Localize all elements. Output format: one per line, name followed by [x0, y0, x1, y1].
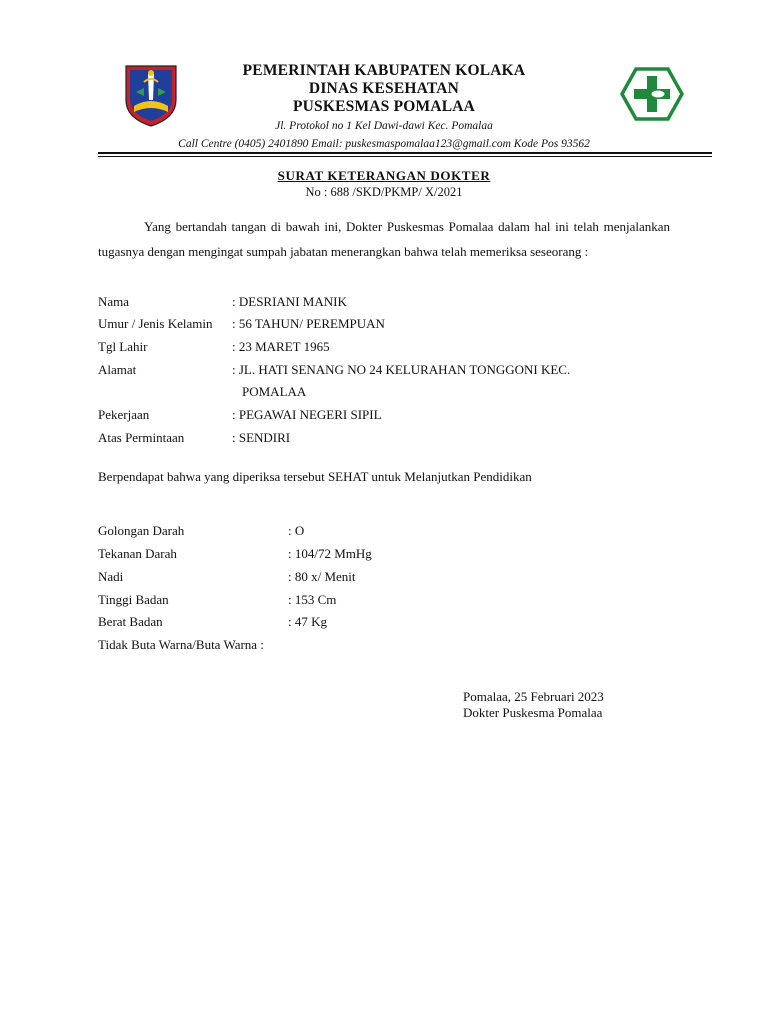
value-pulse: : 80 x/ Menit — [288, 569, 356, 584]
header-contact: Call Centre (0405) 2401890 Email: puskesmaspomalaa123@gmail.com Kode Pos 93562 — [178, 138, 590, 150]
signature-place-date: Pomalaa, 25 Februari 2023 — [463, 689, 604, 704]
opinion-text: Berpendapat bahwa yang diperiksa tersebut SEHAT untuk Melanjutkan Pendidikan — [98, 469, 532, 484]
label-blood-pressure: Tekanan Darah — [98, 546, 177, 561]
label-age-gender: Umur / Jenis Kelamin — [98, 316, 213, 331]
value-blood-type: : O — [288, 523, 305, 538]
label-name: Nama — [98, 294, 130, 309]
value-name: : DESRIANI MANIK — [232, 294, 347, 309]
value-weight: : 47 Kg — [288, 614, 327, 629]
value-blood-pressure: : 104/72 MmHg — [288, 546, 372, 561]
header-address: Jl. Protokol no 1 Kel Dawi-dawi Kec. Pomalaa — [275, 120, 493, 132]
label-address: Alamat — [98, 362, 137, 377]
label-birth-date: Tgl Lahir — [98, 339, 148, 354]
header-divider-thick — [98, 152, 712, 154]
value-occupation: : PEGAWAI NEGERI SIPIL — [232, 407, 382, 422]
label-blood-type: Golongan Darah — [98, 523, 185, 538]
label-weight: Berat Badan — [98, 614, 163, 629]
label-height: Tinggi Badan — [98, 592, 169, 607]
value-address: : JL. HATI SENANG NO 24 KELURAHAN TONGGONI KEC. — [232, 362, 571, 377]
value-birth-date: : 23 MARET 1965 — [232, 339, 330, 354]
value-age-gender: : 56 TAHUN/ PEREMPUAN — [232, 316, 385, 331]
intro-text: Yang bertandah tangan di bawah ini, Dokter Puskesmas Pomalaa dalam hal ini telah menjalankan tugasnya dengan mengingat sumpah jabatan menerangkan bahwa telah memeriksa seseorang : — [98, 219, 670, 259]
puskesmas-green-cross-icon — [620, 66, 684, 122]
label-requested-by: Atas Permintaan — [98, 430, 185, 445]
value-height: : 153 Cm — [288, 592, 337, 607]
header-department: DINAS KESEHATAN — [308, 80, 460, 97]
signature-title: Dokter Puskesma Pomalaa — [463, 705, 603, 720]
label-occupation: Pekerjaan — [98, 407, 150, 422]
header-divider-thin — [98, 156, 712, 157]
header-government: PEMERINTAH KABUPATEN KOLAKA — [242, 62, 526, 79]
document-title: SURAT KETERANGAN DOKTER — [277, 168, 491, 183]
label-pulse: Nadi — [98, 569, 124, 584]
label-color-blindness: Tidak Buta Warna/Buta Warna : — [98, 637, 264, 652]
header-clinic: PUSKESMAS POMALAA — [292, 98, 476, 115]
intro-paragraph — [98, 215, 670, 264]
value-address-line2: POMALAA — [242, 384, 307, 399]
document-number: No : 688 /SKD/PKMP/ X/2021 — [305, 185, 463, 199]
value-requested-by: : SENDIRI — [232, 430, 291, 445]
